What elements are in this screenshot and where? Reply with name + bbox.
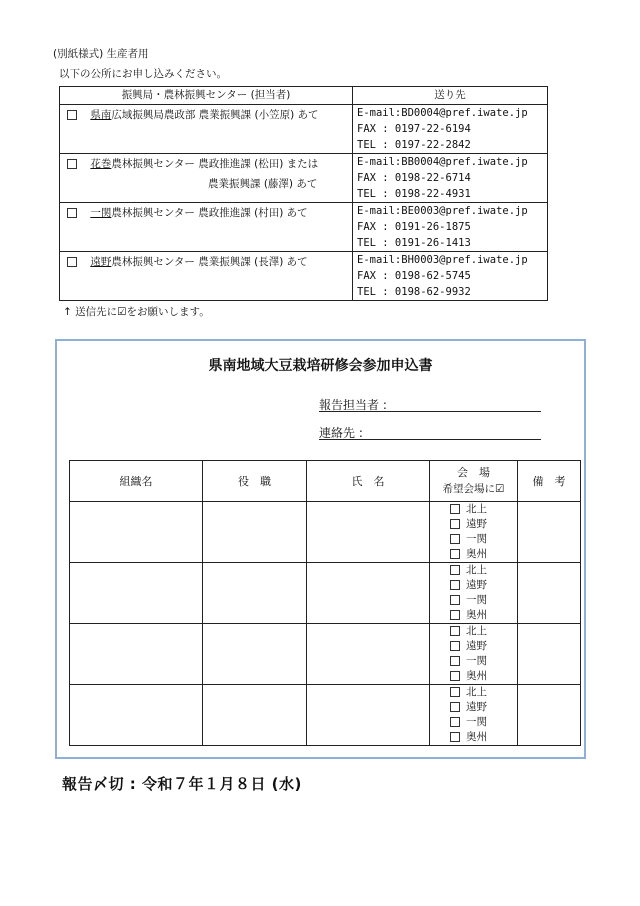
tel-text: TEL : 0198-62-9932 <box>357 286 471 298</box>
venue-label: 遠野 <box>466 518 487 530</box>
venue-label: 奥州 <box>466 609 487 621</box>
venue-option[interactable] <box>450 700 517 715</box>
deadline-text: 報告〆切 : 令和７年１月８日 (水) <box>62 775 302 793</box>
fax-text: FAX : 0198-22-6714 <box>357 172 471 184</box>
venue-checkbox[interactable] <box>450 702 460 712</box>
participant-header-row <box>70 461 581 502</box>
office-row <box>60 154 548 203</box>
venue-option[interactable] <box>450 608 517 623</box>
venue-checkbox[interactable] <box>450 656 460 666</box>
venue-label: 一関 <box>466 716 487 728</box>
position-cell[interactable] <box>203 624 307 685</box>
contact-cell <box>353 154 548 203</box>
venue-option[interactable] <box>450 532 517 547</box>
email-text: E-mail:BH0003@pref.iwate.jp <box>357 254 528 266</box>
contact-cell <box>353 252 548 301</box>
venue-option[interactable] <box>450 730 517 745</box>
venue-label: 遠野 <box>466 579 487 591</box>
name-cell[interactable] <box>307 624 430 685</box>
venue-option[interactable] <box>450 624 517 639</box>
org-cell[interactable] <box>70 685 203 746</box>
venue-header-bottom: 希望会場に☑ <box>442 483 505 495</box>
office-cell <box>60 252 353 301</box>
fax-text: FAX : 0191-26-1875 <box>357 221 471 233</box>
venue-option[interactable] <box>450 517 517 532</box>
position-cell[interactable] <box>203 685 307 746</box>
venue-label: 奥州 <box>466 548 487 560</box>
form-label: (別紙様式) 生産者用 <box>53 48 149 60</box>
venue-label: 奥州 <box>466 731 487 743</box>
venue-option[interactable] <box>450 563 517 578</box>
name-header: 氏 名 <box>307 461 430 502</box>
office-detail: 広域振興局農政部 農業振興課 (小笠原) あて <box>111 109 319 121</box>
venue-checkbox[interactable] <box>450 671 460 681</box>
venue-checkbox[interactable] <box>450 534 460 544</box>
org-cell[interactable] <box>70 563 203 624</box>
office-checkbox[interactable] <box>67 110 77 120</box>
remarks-cell[interactable] <box>518 563 581 624</box>
office-detail: 農林振興センター 農業振興課 (長澤) あて <box>111 256 308 268</box>
office-detail: 農林振興センター 農政推進課 (村田) あて <box>111 207 308 219</box>
venue-label: 遠野 <box>466 701 487 713</box>
office-table-header <box>60 87 548 105</box>
venue-option[interactable] <box>450 685 517 700</box>
office-row <box>60 203 548 252</box>
office-row <box>60 252 548 301</box>
office-detail: 農林振興センター 農政推進課 (松田) または <box>111 158 319 170</box>
venue-checkbox[interactable] <box>450 687 460 697</box>
office-cell <box>60 154 353 203</box>
venue-checkbox[interactable] <box>450 519 460 529</box>
position-cell[interactable] <box>203 502 307 563</box>
venue-option[interactable] <box>450 654 517 669</box>
office-cell <box>60 105 353 154</box>
venue-label: 一関 <box>466 655 487 667</box>
remarks-cell[interactable] <box>518 502 581 563</box>
contact-input-line[interactable] <box>319 439 541 440</box>
contact-cell <box>353 105 548 154</box>
venue-label: 北上 <box>466 686 487 698</box>
contact-label: 連絡先 : <box>319 426 363 440</box>
application-form <box>55 339 586 759</box>
tel-text: TEL : 0197-22-2842 <box>357 139 471 151</box>
org-cell[interactable] <box>70 502 203 563</box>
org-header: 組織名 <box>70 461 203 502</box>
office-place: 花巻 <box>90 158 112 170</box>
email-text: E-mail:BD0004@pref.iwate.jp <box>357 107 528 119</box>
reporter-label: 報告担当者 : <box>319 398 387 412</box>
venue-option[interactable] <box>450 502 517 517</box>
email-text: E-mail:BB0004@pref.iwate.jp <box>357 156 528 168</box>
venue-checkbox[interactable] <box>450 549 460 559</box>
office-place: 一関 <box>90 207 112 219</box>
venue-option[interactable] <box>450 547 517 562</box>
remarks-header: 備 考 <box>518 461 581 502</box>
venue-header-top: 会 場 <box>457 466 490 479</box>
destination-column-header: 送り先 <box>353 87 548 105</box>
venue-option[interactable] <box>450 639 517 654</box>
venue-checkbox[interactable] <box>450 580 460 590</box>
tel-text: TEL : 0191-26-1413 <box>357 237 471 249</box>
office-table <box>59 86 548 301</box>
position-cell[interactable] <box>203 563 307 624</box>
participant-table <box>69 460 581 746</box>
email-text: E-mail:BE0003@pref.iwate.jp <box>357 205 528 217</box>
office-place: 県南 <box>90 109 112 121</box>
venue-label: 北上 <box>466 625 487 637</box>
office-column-header: 振興局・農林振興センター (担当者) <box>60 87 353 105</box>
venue-checkbox[interactable] <box>450 717 460 727</box>
venue-label: 一関 <box>466 594 487 606</box>
venue-option[interactable] <box>450 669 517 684</box>
venue-label: 北上 <box>466 564 487 576</box>
venue-checkbox[interactable] <box>450 565 460 575</box>
contact-cell <box>353 203 548 252</box>
office-checkbox[interactable] <box>67 159 77 169</box>
office-checkbox[interactable] <box>67 208 77 218</box>
fax-text: FAX : 0198-62-5745 <box>357 270 471 282</box>
position-header: 役 職 <box>203 461 307 502</box>
participant-row <box>70 563 581 624</box>
name-cell[interactable] <box>307 563 430 624</box>
venue-option[interactable] <box>450 715 517 730</box>
venue-label: 遠野 <box>466 640 487 652</box>
org-cell[interactable] <box>70 624 203 685</box>
tel-text: TEL : 0198-22-4931 <box>357 188 471 200</box>
name-cell[interactable] <box>307 685 430 746</box>
send-note: ↑ 送信先に☑をお願いします。 <box>63 306 210 318</box>
venue-label: 一関 <box>466 533 487 545</box>
venue-checkbox[interactable] <box>450 732 460 742</box>
venue-label: 奥州 <box>466 670 487 682</box>
venue-option[interactable] <box>450 593 517 608</box>
venue-checkbox[interactable] <box>450 595 460 605</box>
venue-cell <box>430 502 518 563</box>
office-row <box>60 105 548 154</box>
venue-checkbox[interactable] <box>450 641 460 651</box>
instruction-text: 以下の公所にお申し込みください。 <box>59 68 227 80</box>
remarks-cell[interactable] <box>518 624 581 685</box>
venue-label: 北上 <box>466 503 487 515</box>
venue-header <box>430 461 518 502</box>
venue-cell <box>430 685 518 746</box>
venue-option[interactable] <box>450 578 517 593</box>
venue-checkbox[interactable] <box>450 626 460 636</box>
fax-text: FAX : 0197-22-6194 <box>357 123 471 135</box>
venue-checkbox[interactable] <box>450 504 460 514</box>
reporter-input-line[interactable] <box>319 411 541 412</box>
venue-cell <box>430 624 518 685</box>
office-detail-line2: 農業振興課 (藤澤) あて <box>208 178 318 190</box>
remarks-cell[interactable] <box>518 685 581 746</box>
participant-row <box>70 624 581 685</box>
participant-row <box>70 502 581 563</box>
office-cell <box>60 203 353 252</box>
venue-cell <box>430 563 518 624</box>
participant-row <box>70 685 581 746</box>
venue-checkbox[interactable] <box>450 610 460 620</box>
office-place: 遠野 <box>90 256 112 268</box>
name-cell[interactable] <box>307 502 430 563</box>
office-checkbox[interactable] <box>67 257 77 267</box>
form-title: 県南地域大豆栽培研修会参加申込書 <box>208 358 433 374</box>
